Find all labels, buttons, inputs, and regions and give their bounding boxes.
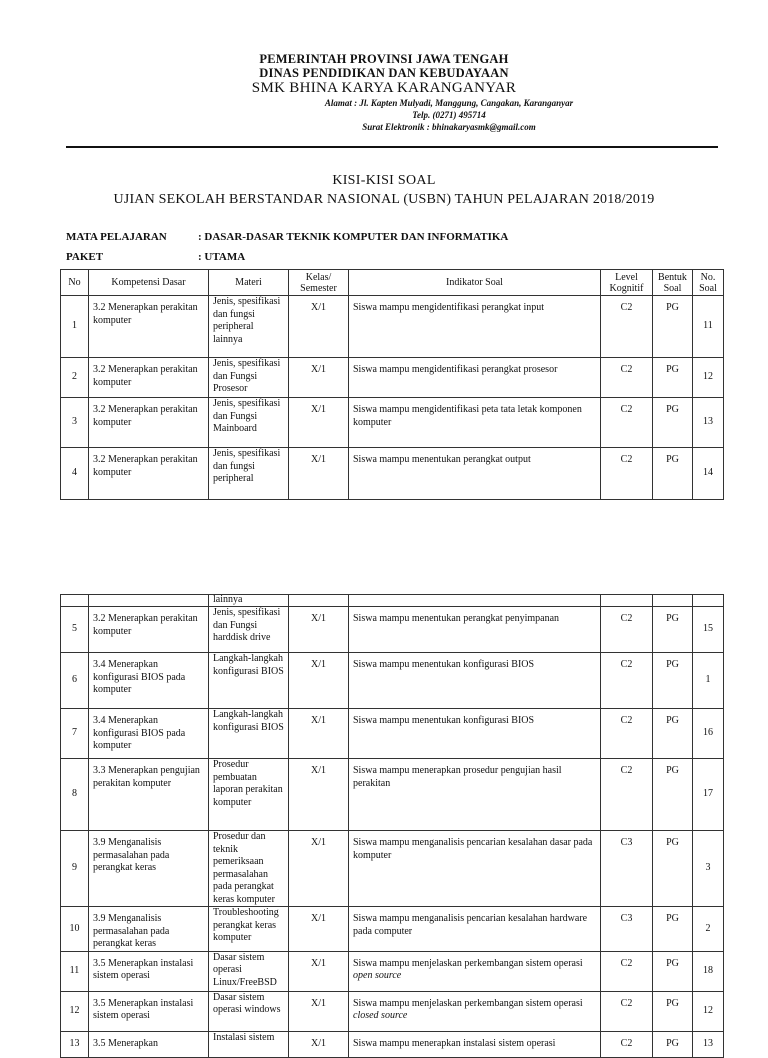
row-level: C2 — [601, 448, 653, 500]
row-kompetensi: 3.4 Menerapkan konfigurasi BIOS pada komputer — [89, 653, 209, 709]
row-nosoal: 15 — [693, 607, 724, 653]
table-row — [61, 951, 724, 991]
row-bentuk: PG — [653, 607, 693, 653]
row-no: 4 — [61, 448, 89, 500]
row-indikator-emphasis: closed source — [353, 1010, 408, 1021]
table-row — [61, 398, 724, 448]
row-kelas: X/1 — [289, 831, 349, 907]
table-row — [61, 759, 724, 831]
row-indikator: Siswa mampu menganalisis pencarian kesalahan hardware pada computer — [349, 907, 601, 952]
row-materi: Prosedur pembuatan laporan perakitan komputer — [209, 759, 289, 831]
row-no: 7 — [61, 709, 89, 759]
row-kelas: X/1 — [289, 951, 349, 991]
row-indikator: Siswa mampu menerapkan instalasi sistem operasi — [349, 1031, 601, 1057]
row-kompetensi: 3.2 Menerapkan perakitan komputer — [89, 296, 209, 358]
row-kompetensi: 3.5 Menerapkan — [89, 1031, 209, 1057]
row-bentuk: PG — [653, 709, 693, 759]
row-kompetensi: 3.3 Menerapkan pengujian perakitan komputer — [89, 759, 209, 831]
row-indikator: Siswa mampu menentukan konfigurasi BIOS — [349, 653, 601, 709]
row-level: C2 — [601, 759, 653, 831]
header-bentuk: Bentuk Soal — [653, 270, 693, 296]
row-bentuk: PG — [653, 759, 693, 831]
row-indikator: Siswa mampu mengidentifikasi perangkat prosesor — [349, 358, 601, 398]
row-materi: Jenis, spesifikasi dan fungsi peripheral — [209, 448, 289, 500]
row-no: 3 — [61, 398, 89, 448]
row-kelas: X/1 — [289, 607, 349, 653]
row-no: 12 — [61, 991, 89, 1031]
row-materi: Instalasi sistem — [209, 1031, 289, 1057]
row-level: C2 — [601, 398, 653, 448]
row-kelas: X/1 — [289, 759, 349, 831]
letterhead — [0, 52, 768, 133]
row-indikator: Siswa mampu mengidentifikasi peta tata letak komponen komputer — [349, 398, 601, 448]
row-nosoal: 3 — [693, 831, 724, 907]
meta-subject-label: MATA PELAJARAN — [66, 231, 167, 243]
row-materi: Dasar sistem operasi windows — [209, 991, 289, 1031]
meta-package-row — [66, 248, 508, 268]
row-level: C3 — [601, 831, 653, 907]
row-nosoal: 17 — [693, 759, 724, 831]
row-materi: Jenis, spesifikasi dan Fungsi harddisk drive — [209, 607, 289, 653]
title-line1: KISI-KISI SOAL — [332, 173, 436, 188]
row-kelas: X/1 — [289, 991, 349, 1031]
row-level: C2 — [601, 296, 653, 358]
row-level: C3 — [601, 907, 653, 952]
row-indikator: Siswa mampu menentukan perangkat penyimpanan — [349, 607, 601, 653]
exam-meta — [66, 228, 508, 268]
row-materi: Jenis, spesifikasi dan Fungsi Mainboard — [209, 398, 289, 448]
row-kelas: X/1 — [289, 398, 349, 448]
letterhead-line1: PEMERINTAH PROVINSI JAWA TENGAH — [259, 52, 509, 66]
row-kompetensi: 3.5 Menerapkan instalasi sistem operasi — [89, 991, 209, 1031]
school-address: Alamat : Jl. Kapten Mulyadi, Manggung, Cangakan, Karanganyar — [324, 98, 574, 108]
table-row — [61, 448, 724, 500]
row-no: 11 — [61, 951, 89, 991]
row-indikator: Siswa mampu menentukan perangkat output — [349, 448, 601, 500]
row-kompetensi: 3.9 Menganalisis permasalahan pada perangkat keras — [89, 831, 209, 907]
row-no: 10 — [61, 907, 89, 952]
row-indikator: Siswa mampu menganalisis pencarian kesalahan dasar pada komputer — [349, 831, 601, 907]
row-kelas: X/1 — [289, 448, 349, 500]
table-row — [61, 831, 724, 907]
row-nosoal: 18 — [693, 951, 724, 991]
row-kompetensi: 3.9 Menganalisis permasalahan pada perangkat keras — [89, 907, 209, 952]
table-row — [61, 709, 724, 759]
header-nosoal: No. Soal — [693, 270, 724, 296]
document-title — [0, 172, 768, 210]
header-kompetensi: Kompetensi Dasar — [89, 270, 209, 296]
row-bentuk: PG — [653, 951, 693, 991]
row-level: C2 — [601, 607, 653, 653]
row-nosoal: 11 — [693, 296, 724, 358]
grid-table-page1 — [60, 269, 724, 500]
row-indikator: Siswa mampu menjelaskan perkembangan sistem operasi open source — [349, 951, 601, 991]
row-no: 1 — [61, 296, 89, 358]
school-name: SMK BHINA KARYA KARANGANYAR — [251, 80, 517, 96]
row-kompetensi: 3.2 Menerapkan perakitan komputer — [89, 358, 209, 398]
row-nosoal: 16 — [693, 709, 724, 759]
header-indikator: Indikator Soal — [349, 270, 601, 296]
row-nosoal: 2 — [693, 907, 724, 952]
table-header-row — [61, 270, 724, 296]
row-materi: Prosedur dan teknik pemeriksaan permasalahan pada perangkat keras komputer — [209, 831, 289, 907]
row-bentuk: PG — [653, 907, 693, 952]
letterhead-divider — [66, 146, 718, 148]
row-materi: Langkah-langkah konfigurasi BIOS — [209, 653, 289, 709]
meta-subject-value: : DASAR-DASAR TEKNIK KOMPUTER DAN INFORMATIKA — [198, 231, 509, 243]
row-bentuk: PG — [653, 1031, 693, 1057]
table-row — [61, 607, 724, 653]
row-no: 6 — [61, 653, 89, 709]
meta-subject-row — [66, 228, 508, 248]
row-indikator: Siswa mampu menjelaskan perkembangan sistem operasi closed source — [349, 991, 601, 1031]
school-phone: Telp. (0271) 495714 — [412, 110, 486, 120]
row-bentuk: PG — [653, 653, 693, 709]
row-kompetensi: 3.4 Menerapkan konfigurasi BIOS pada komputer — [89, 709, 209, 759]
table-row — [61, 991, 724, 1031]
header-level: Level Kognitif — [601, 270, 653, 296]
row-indikator-emphasis: open source — [353, 970, 402, 981]
row-nosoal: 14 — [693, 448, 724, 500]
row-materi: Dasar sistem operasi Linux/FreeBSD — [209, 951, 289, 991]
row-kelas: X/1 — [289, 653, 349, 709]
row-materi: Troubleshooting perangkat keras komputer — [209, 907, 289, 952]
row-bentuk: PG — [653, 296, 693, 358]
letterhead-line2: DINAS PENDIDIKAN DAN KEBUDAYAAN — [259, 66, 509, 80]
row-no: 5 — [61, 607, 89, 653]
grid-table-page2 — [60, 594, 724, 1058]
row-materi: Jenis, spesifikasi dan fungsi peripheral lainnya — [209, 296, 289, 358]
row-kelas: X/1 — [289, 296, 349, 358]
row-kelas: X/1 — [289, 709, 349, 759]
header-kelas: Kelas/ Semester — [289, 270, 349, 296]
row-level: C2 — [601, 1031, 653, 1057]
row-kelas: X/1 — [289, 907, 349, 952]
row-nosoal: 12 — [693, 991, 724, 1031]
table-row — [61, 653, 724, 709]
school-email: Surat Elektronik : bhinakaryasmk@gmail.com — [362, 122, 536, 132]
meta-package-value: : UTAMA — [198, 251, 246, 263]
title-line2: UJIAN SEKOLAH BERSTANDAR NASIONAL (USBN) TAHUN PELAJARAN 2018/2019 — [113, 192, 655, 207]
row-indikator: Siswa mampu menerapkan prosedur pengujian hasil perakitan — [349, 759, 601, 831]
row-nosoal: 13 — [693, 1031, 724, 1057]
table-row — [61, 358, 724, 398]
row-materi: Langkah-langkah konfigurasi BIOS — [209, 709, 289, 759]
row-level: C2 — [601, 709, 653, 759]
row-indikator: Siswa mampu menentukan konfigurasi BIOS — [349, 709, 601, 759]
meta-package-label: PAKET — [66, 251, 104, 263]
row-bentuk: PG — [653, 991, 693, 1031]
row-bentuk: PG — [653, 398, 693, 448]
continuation-row — [61, 595, 724, 607]
table-row — [61, 907, 724, 952]
row-nosoal: 13 — [693, 398, 724, 448]
row-bentuk: PG — [653, 831, 693, 907]
row-no: 13 — [61, 1031, 89, 1057]
row-kelas: X/1 — [289, 1031, 349, 1057]
row-no: 9 — [61, 831, 89, 907]
continuation-text: lainnya — [209, 595, 289, 607]
row-no: 2 — [61, 358, 89, 398]
row-level: C2 — [601, 951, 653, 991]
row-kompetensi: 3.2 Menerapkan perakitan komputer — [89, 607, 209, 653]
row-indikator: Siswa mampu mengidentifikasi perangkat input — [349, 296, 601, 358]
row-kompetensi: 3.5 Menerapkan instalasi sistem operasi — [89, 951, 209, 991]
row-materi: Jenis, spesifikasi dan Fungsi Prosesor — [209, 358, 289, 398]
row-nosoal: 12 — [693, 358, 724, 398]
row-no: 8 — [61, 759, 89, 831]
table-row — [61, 1031, 724, 1057]
row-bentuk: PG — [653, 358, 693, 398]
row-bentuk: PG — [653, 448, 693, 500]
table-row — [61, 296, 724, 358]
row-kompetensi: 3.2 Menerapkan perakitan komputer — [89, 448, 209, 500]
row-level: C2 — [601, 653, 653, 709]
header-materi: Materi — [209, 270, 289, 296]
row-level: C2 — [601, 358, 653, 398]
row-kelas: X/1 — [289, 358, 349, 398]
row-kompetensi: 3.2 Menerapkan perakitan komputer — [89, 398, 209, 448]
row-nosoal: 1 — [693, 653, 724, 709]
row-level: C2 — [601, 991, 653, 1031]
header-no: No — [61, 270, 89, 296]
